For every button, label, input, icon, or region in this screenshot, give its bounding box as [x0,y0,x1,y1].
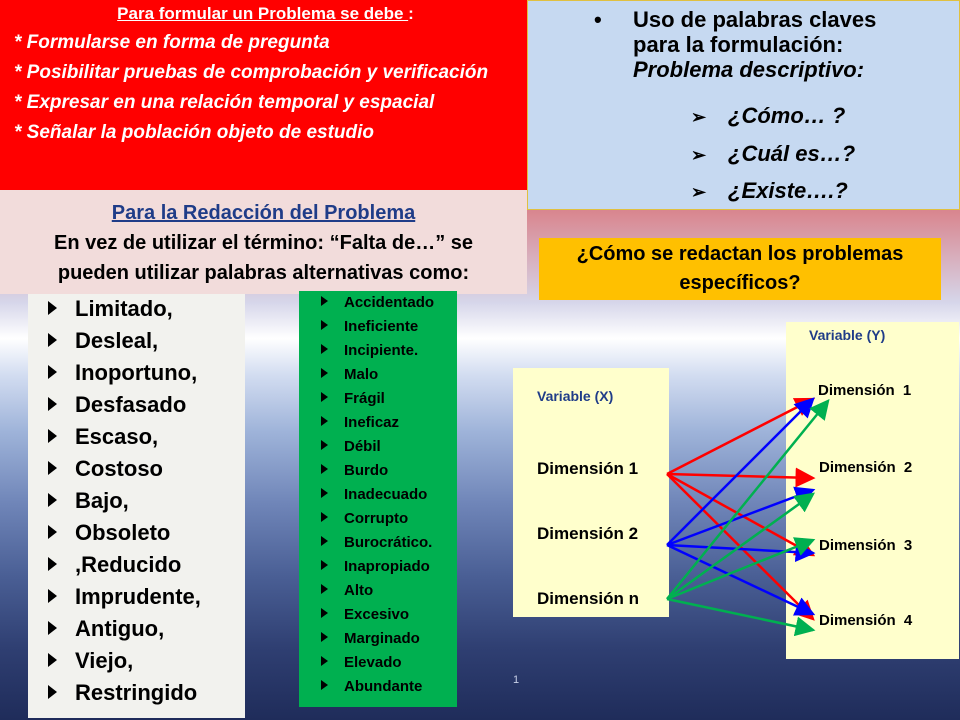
arrow-dim1-to-dimy2 [667,474,813,478]
list-item: Desleal, [48,328,158,354]
list-item: ,Reducido [48,552,181,578]
list-item: Viejo, [48,648,133,674]
arrow-bullet-icon: ➢ [691,145,707,165]
list-item: Incipiente. [321,342,418,359]
redaction-line: En vez de utilizar el término: “Falta de…” se [54,232,473,254]
formulation-rule: * Formularse en forma de pregunta [14,32,330,53]
list-item: Escaso, [48,424,158,450]
arrow-dim1-to-dimy1 [667,399,813,474]
variable-y-dimension: Dimensión 3 [819,537,913,554]
list-item: Ineficaz [321,414,399,431]
variable-y-dimension: Dimensión 1 [818,382,912,399]
formulation-rule: * Posibilitar pruebas de comprobación y verificación [14,62,489,83]
list-item: Limitado, [48,296,173,322]
list-item: Abundante [321,678,422,695]
variable-y-label: Variable (Y) [809,327,886,343]
variable-x-dimension: Dimensión n [537,589,640,608]
arrow-dim2-to-dimy1 [667,399,813,545]
list-item: Obsoleto [48,520,170,546]
redaction-title: Para la Redacción del Problema [111,202,416,224]
list-item: Burdo [321,462,388,479]
formulation-title: Para formular un Problema se debe : [117,4,414,23]
arrow-dim2-to-dimy2 [667,490,813,545]
variable-x-label: Variable (X) [537,388,614,404]
arrow-bullet-icon: ➢ [691,182,707,202]
list-item: Imprudente, [48,584,201,610]
variable-y-dimension: Dimensión 4 [819,612,913,629]
list-item: Inadecuado [321,486,427,503]
arrow-bullet-icon: ➢ [691,107,707,127]
keywords-heading: Uso de palabras claves para la formulación: Problema descriptivo: [633,7,877,82]
list-item: Corrupto [321,510,408,527]
redaction-line: pueden utilizar palabras alternativas como: [57,262,470,284]
question-word: ¿Existe….? [728,178,848,203]
list-item: Inapropiado [321,558,430,575]
formulation-rule: * Señalar la población objeto de estudio [14,122,375,143]
list-item: Burocrático. [321,534,432,551]
list-item: Costoso [48,456,163,482]
list-item: Bajo, [48,488,129,514]
list-item: Alto [321,582,373,599]
list-item: Débil [321,438,381,455]
list-item: Inoportuno, [48,360,197,386]
bullet-icon: • [594,7,602,32]
list-item: Antiguo, [48,616,164,642]
question-word: ¿Cómo… ? [728,103,846,128]
list-item: Restringido [48,680,197,706]
page-number: 1 [513,674,520,686]
list-item: Malo [321,366,378,383]
formulation-rule: * Expresar en una relación temporal y espacial [14,92,435,113]
arrow-dim1-to-dimy3 [667,474,813,555]
list-item: Accidentado [321,294,434,311]
variable-x-dimension: Dimensión 1 [537,459,639,478]
question-word: ¿Cuál es…? [728,141,856,166]
list-item: Excesivo [321,606,409,623]
list-item: Ineficiente [321,318,418,335]
variable-x-dimension: Dimensión 2 [537,524,639,543]
list-item: Frágil [321,390,385,407]
list-item: Marginado [321,630,420,647]
list-item: Desfasado [48,392,186,418]
list-item: Elevado [321,654,402,671]
variable-y-dimension: Dimensión 2 [819,459,913,476]
specific-problems-question: ¿Cómo se redactan los problemas específicos? [539,238,941,300]
